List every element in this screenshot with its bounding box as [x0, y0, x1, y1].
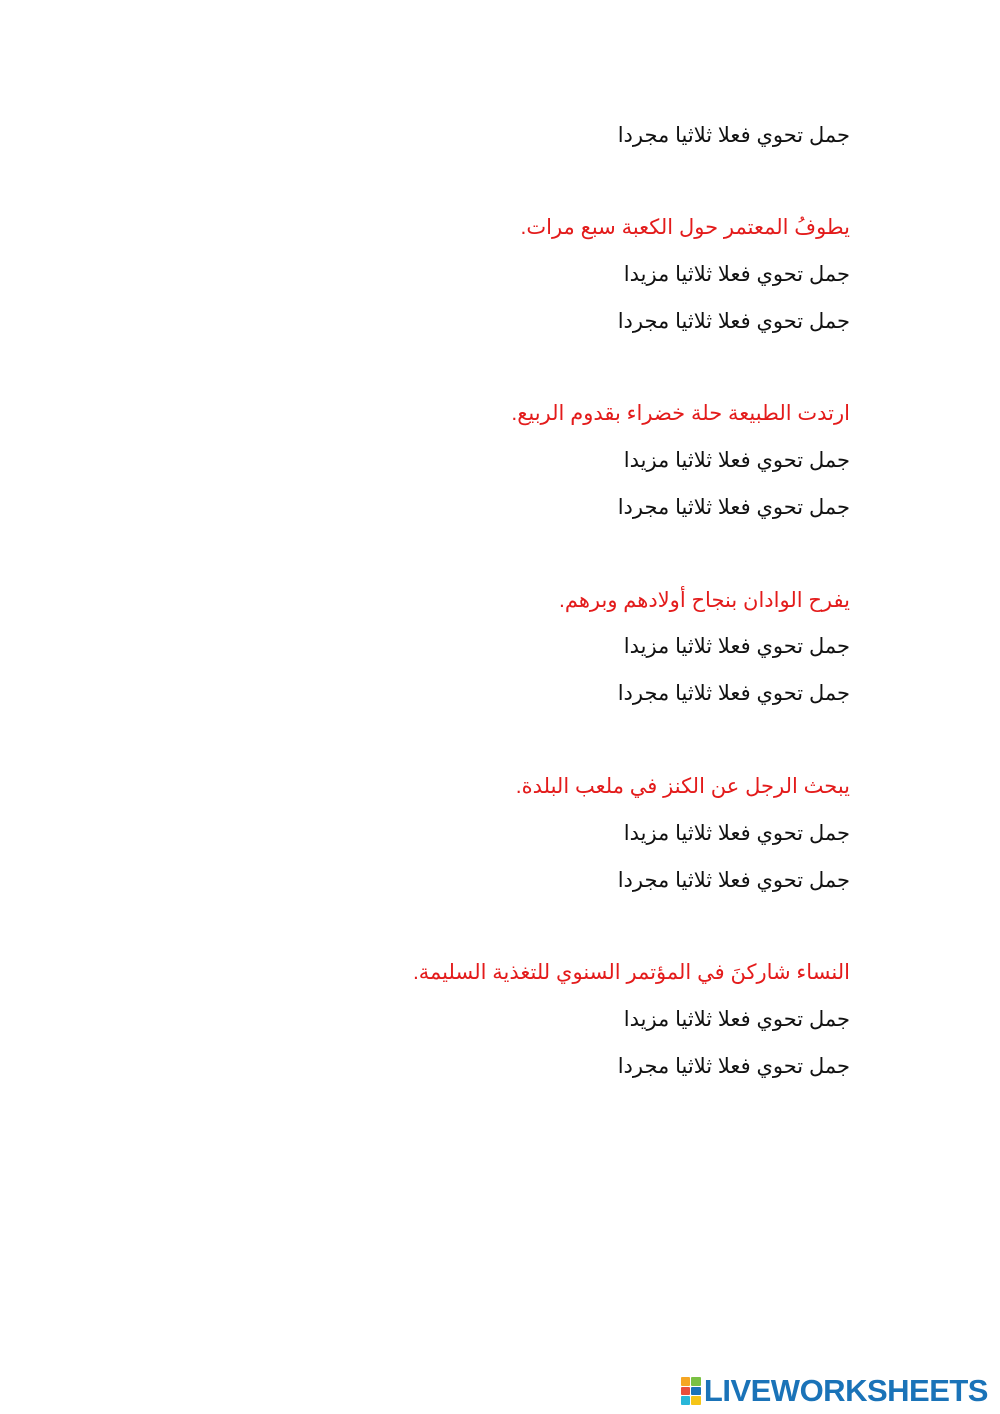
- liveworksheets-logo: [681, 1374, 988, 1408]
- option-line[interactable]: جمل تحوي فعلا ثلاثيا مجردا: [617, 1055, 850, 1078]
- sentence-line: يبحث الرجل عن الكنز في ملعب البلدة.: [515, 775, 850, 798]
- sentence-line: يطوفُ المعتمر حول الكعبة سبع مرات.: [520, 216, 850, 239]
- sentence-line: ارتدت الطبيعة حلة خضراء بقدوم الربيع.: [511, 402, 850, 425]
- option-line[interactable]: جمل تحوي فعلا ثلاثيا مزيدا: [623, 263, 850, 286]
- logo-text: LIVEWORKSHEETS: [703, 1373, 988, 1408]
- liveworksheets-logo-icon: [681, 1377, 701, 1405]
- option-line[interactable]: جمل تحوي فعلا ثلاثيا مزيدا: [623, 635, 850, 658]
- option-line[interactable]: جمل تحوي فعلا ثلاثيا مجردا: [617, 124, 850, 147]
- option-line[interactable]: جمل تحوي فعلا ثلاثيا مزيدا: [623, 449, 850, 472]
- sentence-line: النساء شاركنَ في المؤتمر السنوي للتغذية السليمة.: [412, 961, 850, 984]
- option-line[interactable]: جمل تحوي فعلا ثلاثيا مزيدا: [623, 1008, 850, 1031]
- option-line[interactable]: جمل تحوي فعلا ثلاثيا مجردا: [617, 682, 850, 705]
- option-line[interactable]: جمل تحوي فعلا ثلاثيا مجردا: [617, 496, 850, 519]
- sentence-line: يفرح الوادان بنجاح أولادهم وبرهم.: [559, 589, 850, 612]
- option-line[interactable]: جمل تحوي فعلا ثلاثيا مجردا: [617, 869, 850, 892]
- option-line[interactable]: جمل تحوي فعلا ثلاثيا مزيدا: [623, 822, 850, 845]
- option-line[interactable]: جمل تحوي فعلا ثلاثيا مجردا: [617, 310, 850, 333]
